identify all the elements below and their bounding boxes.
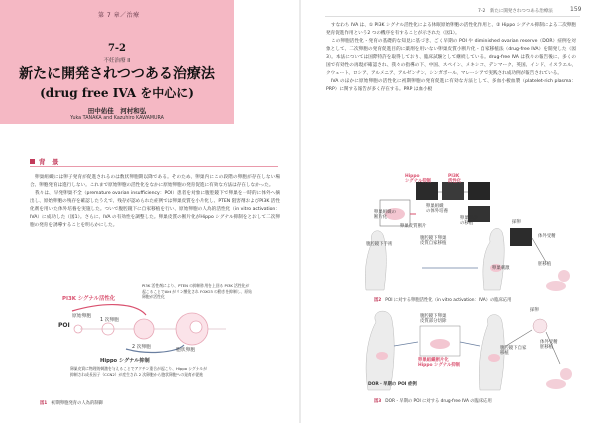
fig2-graft: 腹腔鏡下卵巣 皮質自家移植	[420, 236, 447, 247]
baby-body	[546, 379, 566, 389]
section-subtitle: 不妊治療 II	[103, 58, 131, 64]
fig2-pi3k: PI3K 活性化	[448, 174, 462, 185]
fig3-fragment: 卵巣組織断片化 Hippo シグナル抑制	[418, 358, 461, 369]
fig2-ovary-box: 卵巣組織の 断片化	[374, 210, 396, 221]
fig2-ivf: 体外受精	[538, 234, 556, 239]
square-bullet-icon	[30, 159, 35, 164]
secondary-follicle	[134, 319, 154, 339]
heading-divider	[30, 166, 278, 167]
hippo-note: 卵巣皮質に物理的刺激を与えることでアクチン重合が起こり、Hippo シグナルが抑制され成長因子（CCN2）が産生され 2 次卵胞から胞状卵胞への発育が促進	[70, 366, 207, 377]
pi3k-note: PI3K 活性剤により、PTEN の抑制作用を上回る PI3K 活性化が起こることでAkt がリン酸化され FOXO3 の動きを抑制し、原始卵胞が活性化	[142, 283, 252, 300]
fig2-culture: 卵巣組織 の体外培養	[426, 204, 448, 215]
authors-japanese: 田中佑佳 河村和弘	[87, 107, 147, 115]
caption-number: 図3	[374, 399, 382, 404]
caption-number: 図2	[374, 298, 382, 303]
fig2-hippo: Hippo シグナル抑制	[405, 174, 432, 185]
dor-patient-silhouette	[366, 311, 394, 390]
paragraph: 卵巣組織には卵子発育が促進されるのは数状卵胞期以降である。そのため、卵巣内にこの段階の卵胞が存在しない場合、卵胞発育は進行しない。これまで原始卵胞の活性化をなかに原始卵胞の発育促進に有効な方法は存在しなかった。	[30, 175, 280, 188]
running-header: 7-2 新たに開発されつつある治療法	[478, 9, 553, 14]
antrum	[190, 321, 202, 333]
page-gutter	[299, 0, 301, 423]
baby-head	[558, 270, 570, 282]
figure-1-caption	[40, 400, 103, 406]
baby-head	[560, 368, 572, 380]
fig2-transfer: 胚移植	[538, 262, 552, 267]
background-heading	[30, 157, 59, 166]
stage-antral: 胞状卵胞	[176, 348, 196, 353]
fig2-transplant: 卵巣組織 の移植	[460, 216, 478, 227]
fig3-surgery: 腹腔鏡下卵巣 皮質部分切除	[420, 314, 447, 325]
stage-secondary: 2 次卵胞	[132, 345, 151, 350]
poi-patient-silhouette	[365, 231, 386, 290]
right-body-text	[326, 22, 576, 94]
pi3k-label: PI3K シグナル活性化	[62, 296, 116, 302]
hippo-label: Hippo シグナル抑制	[100, 358, 150, 364]
page-title-sub: (drug free IVA を中心に)	[40, 86, 194, 100]
photo-5	[510, 228, 532, 246]
figure-3-caption	[374, 398, 492, 404]
chapter-tag: 第 7 章／治療	[98, 12, 140, 19]
page-number: 159	[570, 6, 582, 13]
paragraph: 我々は、早発卵巣不全（premature ovarian insufficiency：POI）患者を対象に腹腔鏡下で卵巣を一時的に体外へ摘出し、原始卵胞の残存を確認したうえで、残存が認められた症例では卵巣皮質を小片化し、PTEN 阻害剤およびPI3K 活性化剤を用いた体外培養を実施した。ついで腹腔鏡下に自家移植を行い、原始卵胞の人為的活性化（in vitro activation：IVA）に成功した（図1）。さらに、IVA の有効性を調整した。卵巣皮質の断片化がHippo シグナル抑制をとおして二次卵胞の発育を誘導することを明らかにした。	[30, 191, 280, 228]
header-divider	[325, 16, 580, 17]
page-title: 新たに開発されつつある治療法	[19, 66, 215, 82]
fig3-graft: 腹腔鏡下自家 移植	[500, 346, 527, 357]
stage-primordial: 原始卵胞	[72, 314, 92, 319]
fig2-fragment: 卵巣皮質断片	[400, 224, 427, 229]
left-body-text	[30, 174, 280, 230]
authors-english: Yuka TANAKA and Kazuhiro KAWAMURA	[70, 116, 164, 121]
fig2-surgery: 腹腔鏡下手術	[366, 242, 393, 247]
section-number: 7-2	[107, 43, 127, 54]
baby-body	[546, 281, 566, 291]
fig3-transfer: 体外受精 胚移植	[540, 340, 558, 351]
caption-text: 初期卵胞発育の人為的制御	[51, 401, 103, 406]
ovary-shape	[376, 352, 388, 360]
paragraph: この卵胞活性化・発育の基礎的な知見に基づき、ごく早期の POI や diminished ovarian reserve（DOR）症例を対象として、二次卵胞の発育促進目的に薬剤を用いない卵巣皮質小断片化・自家移植法（drug-free IVA）を開発した（図3）。本法については国際特許を取得しており、臨床試験として継続している。drug-free IVA は我々の報告後に、多くの国で有効性の再現が確認され、我々の指導の下、中国、スペイン、メキシコ、デンマーク、英国、インド、イスラエル、クウェート、ロシア、アルメニア、アルゼンチン、シンガポール、マレーシアで実践され成功例が報告されている。	[326, 39, 576, 76]
patient-silhouette	[483, 228, 504, 290]
photo-3	[468, 182, 490, 200]
background-heading-text: 背 景	[39, 158, 59, 166]
fig2-stimulation: 卵巣刺激	[492, 266, 510, 271]
fig2-retrieval: 採卵	[512, 220, 521, 225]
title-block	[0, 0, 234, 124]
stage-primary: 1 次卵胞	[100, 318, 119, 323]
paragraph: すなわち IVA は、① PI3K シグナル活性化による休眠原始卵胞の活性化作用と、② Hippo シグナル抑制による二次卵胞発育促進作用という2 つの機序を有することが示された（図1）。	[326, 23, 576, 36]
poi-label: POI	[58, 322, 70, 329]
fig3-dor: DOR・早期の POI 症例	[368, 382, 417, 387]
follicle-stages-diagram	[66, 303, 236, 355]
caption-number: 図1	[40, 401, 48, 406]
culture-dish	[533, 319, 547, 333]
figure-2-caption	[374, 297, 511, 303]
caption-text: DOR・早期の POI に対する drug-free IVA の臨床応用	[385, 399, 492, 404]
fig3-retrieval: 採卵	[530, 308, 539, 313]
caption-text: POI に対する卵胞活性化（in vitro activation：IVA）の臨床応用	[385, 298, 512, 303]
paragraph: IVA のほかに原始卵胞の活性化に初期卵胞の発育促進に有効な方法として、多血小板血漿（platelet-rich plasma：PRP）に関する報告が多く存在する。PRP は血小板	[326, 79, 576, 92]
